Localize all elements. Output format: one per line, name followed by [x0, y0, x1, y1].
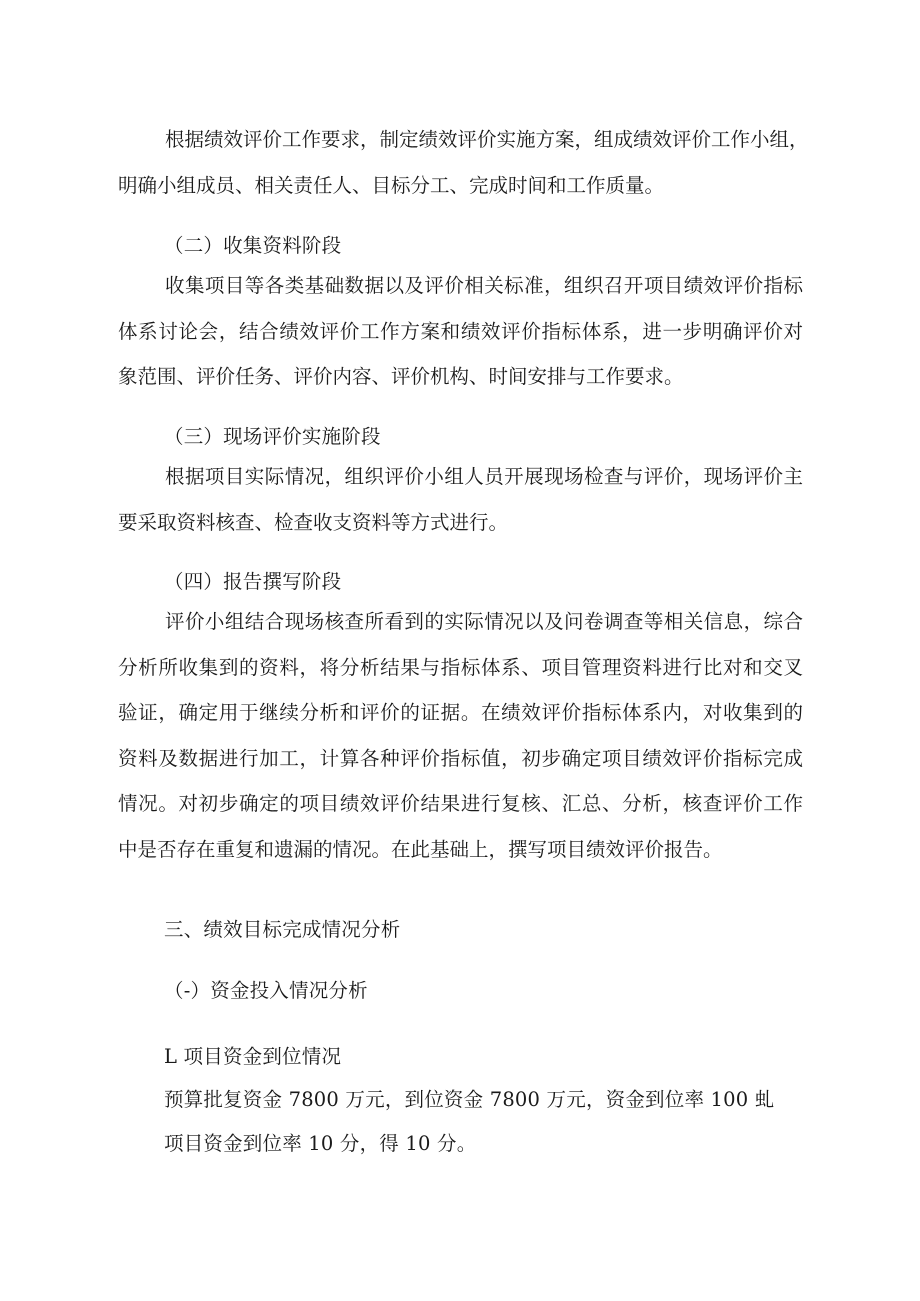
paragraph-line: 根据绩效评价工作要求，制定绩效评价实施方案，组成绩效评价工作小组， [165, 128, 809, 151]
item-text-fund-budget: 预算批复资金 7800 万元，到位资金 7800 万元，资金到位率 100 虬 [164, 1088, 775, 1111]
paragraph-plan [118, 117, 809, 208]
paragraph-onsite [118, 454, 803, 545]
paragraph-line: 明确小组成员、相关责任人、目标分工、完成时间和工作质量。 [118, 173, 665, 197]
paragraph-line: 根据项目实际情况，组织评价小组人员开展现场检查与评价，现场评价主 [165, 465, 803, 488]
heading-report-stage: （四）报告撰写阶段 [164, 570, 342, 593]
item-text-fund-score: 项目资金到位率 10 分，得 10 分。 [164, 1132, 477, 1155]
paragraph-line: 情况。对初步确定的项目绩效评价结果进行复核、汇总、分析，核查评价工作 [118, 792, 803, 815]
subheading-fund-input: （-）资金投入情况分析 [164, 979, 368, 1002]
heading-collect-stage: （二）收集资料阶段 [164, 234, 342, 257]
paragraph-line: 资料及数据进行加工，计算各种评价指标值，初步确定项目绩效评价指标完成 [118, 746, 803, 770]
paragraph-collect [118, 263, 803, 400]
section-heading-goal-analysis: 三、绩效目标完成情况分析 [164, 918, 401, 941]
paragraph-line: 象范围、评价任务、评价内容、评价机构、时间安排与工作要求。 [118, 365, 684, 388]
paragraph-line: 分析所收集到的资料，将分析结果与指标体系、项目管理资料进行比对和交叉 [118, 655, 803, 679]
paragraph-line: 收集项目等各类基础数据以及评价相关标准，组织召开项目绩效评价指标 [165, 274, 803, 297]
paragraph-line: 验证，确定用于继续分析和评价的证据。在绩效评价指标体系内，对收集到的 [118, 701, 803, 724]
heading-onsite-stage: （三）现场评价实施阶段 [164, 425, 381, 448]
paragraph-line: 评价小组结合现场核查所看到的实际情况以及问卷调查等相关信息，综合 [165, 610, 803, 633]
paragraph-report [118, 599, 803, 872]
paragraph-line: 中是否存在重复和遗漏的情况。在此基础上，撰写项目绩效评价报告。 [118, 837, 723, 861]
paragraph-line: 体系讨论会，结合绩效评价工作方案和绩效评价指标体系，进一步明确评价对 [118, 319, 803, 343]
item-title-fund-arrival: L 项目资金到位情况 [164, 1045, 342, 1068]
paragraph-line: 要采取资料核查、检查收支资料等方式进行。 [118, 510, 509, 534]
